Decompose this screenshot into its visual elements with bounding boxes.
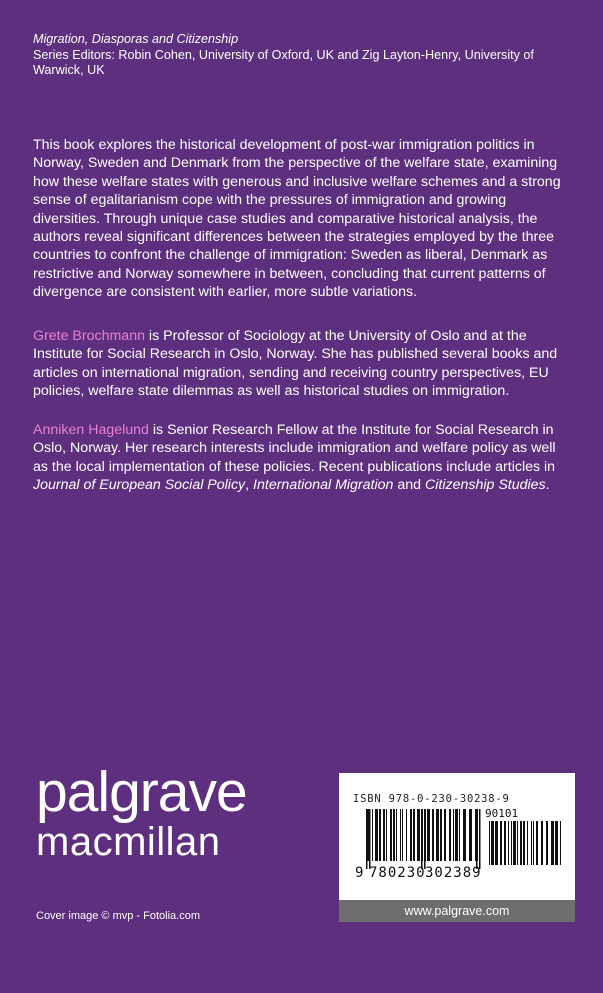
barcode-guard-bar [421, 809, 423, 869]
barcode-bar [520, 821, 522, 865]
barcode-panel [339, 773, 575, 900]
barcode-bar [432, 809, 434, 861]
barcode-guard-bar [366, 809, 368, 869]
author-bio-hagelund [33, 421, 573, 495]
barcode-bar [444, 809, 446, 861]
isbn-text: ISBN 978-0-230-30238-9 [353, 793, 510, 805]
journal-title: Journal of European Social Policy [33, 477, 246, 494]
barcode-bars [366, 809, 481, 869]
journal-title: Citizenship Studies [425, 477, 546, 494]
barcode-bar [459, 809, 460, 861]
barcode-bar [500, 821, 502, 865]
barcode-bar [508, 821, 509, 865]
barcode-bar [427, 809, 430, 861]
barcode-bar [469, 809, 472, 861]
barcode-bar [511, 821, 512, 865]
cover-image-credit: Cover image © mvp - Fotolia.com [36, 910, 200, 922]
author-name-brochmann: Grete Brochmann [33, 328, 145, 344]
barcode-bar [372, 809, 373, 861]
barcode-bar [410, 809, 412, 861]
barcode-bar [491, 821, 494, 865]
barcode-bar [495, 821, 498, 865]
barcode-bar [413, 809, 415, 861]
barcode-bar [533, 821, 534, 865]
sentence-end: . [545, 477, 550, 494]
separator: and [393, 477, 425, 494]
barcode-bar [555, 821, 558, 865]
journal-title: International Migration [253, 477, 394, 494]
barcode-digits-left: 780230 [369, 865, 426, 881]
barcode-addon-bars [489, 821, 561, 865]
barcode-graphic [339, 773, 575, 900]
barcode-bar [379, 809, 381, 861]
barcode-bar [436, 809, 439, 861]
author-bio-text: is Senior Research Fellow at the Institute for Social Research in Oslo, Norway. Her research interests include immigration and welfare policy as well as the local implementation of these policies. Recent publications include articles in [33, 422, 556, 475]
barcode-bar [417, 809, 420, 861]
series-title: Migration, Diasporas and Citizenship [33, 32, 239, 46]
barcode-bar [513, 821, 516, 865]
barcode-digit-first: 9 [355, 865, 364, 881]
barcode-bar [453, 809, 454, 861]
logo-palgrave: palgrave [36, 760, 247, 824]
barcode-bar [396, 809, 397, 861]
barcode-guard-bar [476, 809, 478, 869]
series-info [33, 32, 578, 79]
barcode-bar [400, 809, 401, 861]
logo-macmillan: macmillan [36, 820, 221, 864]
author-bio-text: is Professor of Sociology at the University of Oslo and at the Institute for Social Research in Oslo, Norway. She has published several books and articles on international migration, sending and receiving country perspectives, EU policies, welfare state dilemmas as well as historical studies on immigration. [33, 328, 558, 400]
author-name-hagelund: Anniken Hagelund [33, 422, 149, 438]
author-bio-brochmann [33, 327, 573, 401]
barcode-bar [455, 809, 458, 861]
barcode-bar [375, 809, 378, 861]
barcode-bar [390, 809, 392, 861]
barcode-bar [463, 809, 466, 861]
barcode-bar [527, 821, 528, 865]
website-url: www.palgrave.com [339, 900, 575, 922]
barcode-guard-bar [369, 809, 371, 869]
barcode-bar [560, 821, 561, 865]
barcode-bar [383, 809, 385, 861]
barcode-bar [541, 821, 543, 865]
barcode-bar [546, 821, 548, 865]
book-blurb: This book explores the historical development of post-war immigration politics in Norway, Sweden and Denmark from the perspective of the welfare state, examining how these welfare states with generous and inclusive welfare schemes and a strong sense of egalitarianism cope with the pressures of immigration and growing diversities. Through unique case studies and comparative historical analysis, the authors reveal significant differences between the strategies employed by the three countries to confront the challenge of immigration: Sweden as liberal, Denmark as restrictive and Norway somewhere in between, concluding that current patterns of divergence are consistent with earlier, more subtle variations. [33, 137, 561, 301]
barcode-guard-bar [424, 809, 426, 869]
publisher-logo [36, 762, 247, 864]
barcode-bar [531, 821, 532, 865]
barcode-bar [386, 809, 387, 861]
barcode-bar [536, 821, 538, 865]
series-editors: Series Editors: Robin Cohen, University of Oxford, UK and Zig Layton-Henry, University of Warwick, UK [33, 47, 534, 77]
barcode-bar [489, 821, 490, 865]
barcode-bar [551, 821, 554, 865]
barcode-bar [523, 821, 525, 865]
barcode-addon-number: 90101 [485, 807, 519, 820]
barcode-bar [440, 809, 442, 861]
barcode-bar [504, 821, 506, 865]
barcode-bar [449, 809, 451, 861]
barcode-bar [393, 809, 395, 861]
barcode-guard-bar [479, 809, 481, 869]
separator: , [245, 477, 254, 494]
barcode-digits-right: 302389 [425, 865, 482, 881]
barcode-bar [402, 809, 403, 861]
barcode-bar [406, 809, 407, 861]
barcode-bar [517, 821, 518, 865]
